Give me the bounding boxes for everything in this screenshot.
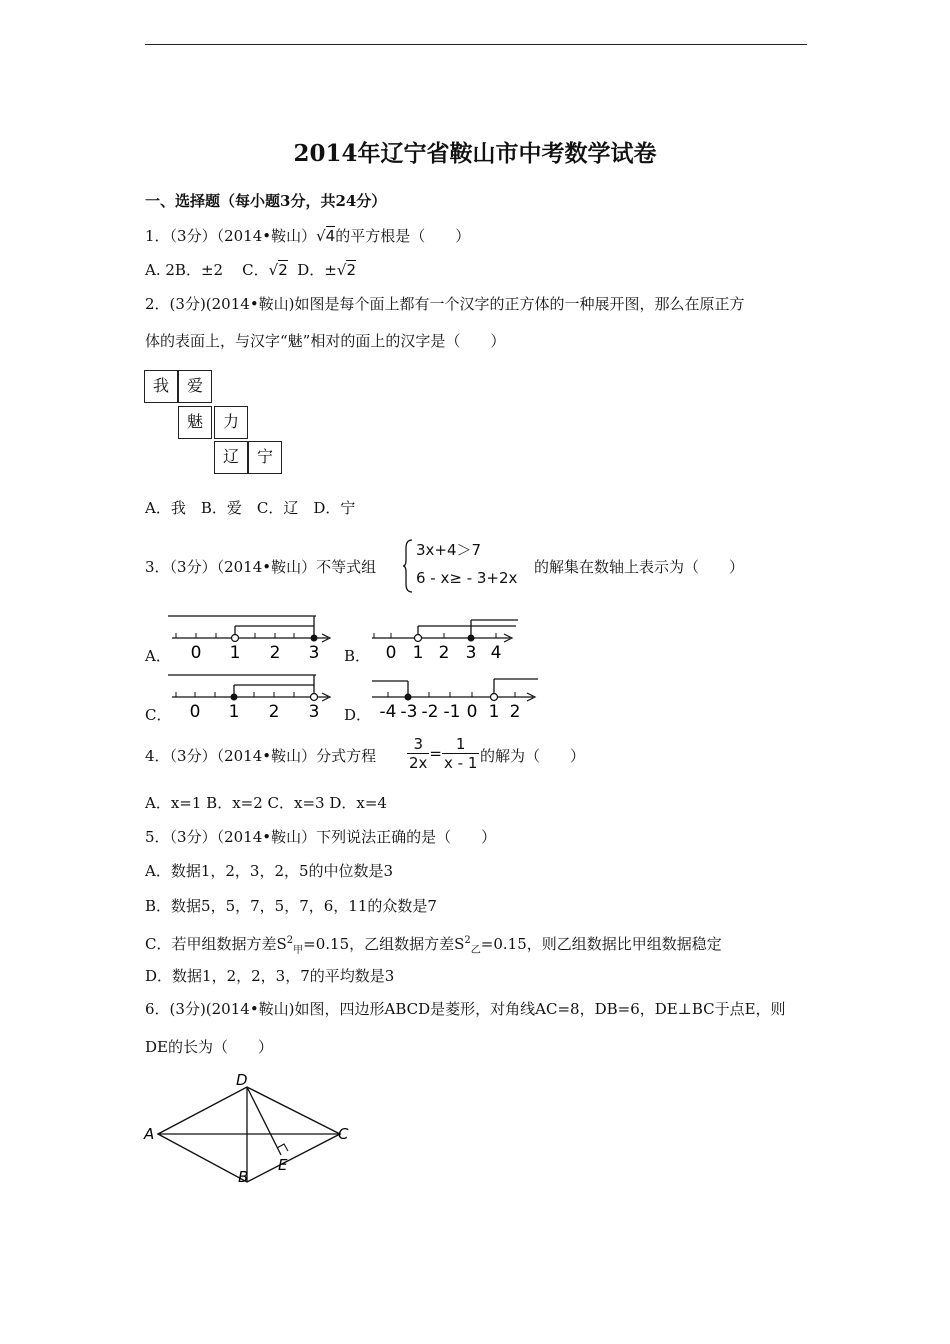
q3-label-b: B． bbox=[344, 647, 371, 665]
q5-option-d: D．数据1，2，2，3，7的平均数是3 bbox=[145, 967, 395, 985]
q5-option-a: A．数据1，2，3，2，5的中位数是3 bbox=[145, 862, 394, 880]
numberline-a bbox=[168, 608, 338, 662]
q3-inequality-1: 3x+4＞7 bbox=[416, 541, 482, 559]
numberline-c-tick-2: 2 bbox=[268, 702, 280, 721]
net-cell-ning: 宁 bbox=[248, 441, 282, 474]
q4-fraction-2-numerator: 1 bbox=[442, 735, 479, 754]
q5-option-c bbox=[145, 931, 722, 961]
numberline-d-tick-m2: -2 bbox=[421, 702, 439, 721]
segment-de bbox=[247, 1087, 281, 1155]
vertex-a: A bbox=[144, 1125, 155, 1143]
q5-option-c-sup1: 2 bbox=[286, 935, 294, 946]
q4-stem-prefix: 4．（3分）（2014•鞍山）分式方程 bbox=[145, 747, 377, 765]
q1-stem-suffix: 的平方根是（ ） bbox=[335, 227, 471, 245]
q5-option-c-sup2: 2 bbox=[464, 935, 471, 946]
q1-option-a: A. 2 bbox=[145, 261, 175, 279]
numberline-c-tick-3: 3 bbox=[308, 702, 320, 721]
q4-fraction-1-numerator: 3 bbox=[407, 735, 429, 754]
header-rule bbox=[145, 44, 807, 45]
numberline-a-tick-2: 2 bbox=[269, 643, 281, 662]
q3-label-c: C． bbox=[145, 706, 172, 724]
q1-option-d: D．± bbox=[297, 261, 337, 279]
q4-equation bbox=[407, 735, 479, 772]
numberline-b-tick-0: 0 bbox=[385, 643, 397, 662]
q3-inequality-2: 6 - x≥ - 3+2x bbox=[416, 569, 518, 587]
net-cell-wo: 我 bbox=[144, 370, 178, 403]
q4-fraction-2-denominator: x - 1 bbox=[444, 754, 478, 772]
vertex-b: B bbox=[238, 1168, 249, 1186]
rhombus-figure bbox=[140, 1072, 360, 1187]
q1-options bbox=[145, 260, 356, 280]
net-cell-li: 力 bbox=[214, 406, 248, 439]
q3-stem-prefix: 3．（3分）（2014•鞍山）不等式组 bbox=[145, 558, 377, 576]
net-cell-mei: 魅 bbox=[178, 406, 212, 439]
q4-options: A．x=1 B．x=2 C．x=3 D．x=4 bbox=[145, 794, 387, 812]
numberline-b bbox=[368, 608, 523, 662]
numberline-d-tick-2: 2 bbox=[509, 702, 521, 721]
q1-option-c: C． bbox=[242, 261, 269, 279]
numberline-d-closed-point bbox=[405, 694, 412, 701]
q1-radicand: 4 bbox=[325, 227, 336, 245]
numberline-d-tick-m1: -1 bbox=[443, 702, 461, 721]
q2-stem-line2: 体的表面上，与汉字“魅”相对的面上的汉字是（ ） bbox=[145, 332, 506, 350]
q4-fraction-2 bbox=[442, 735, 479, 772]
q1-stem-prefix: 1．（3分）（2014•鞍山） bbox=[145, 227, 317, 245]
numberline-a-open-point bbox=[232, 635, 239, 642]
q4-fraction-1 bbox=[407, 735, 429, 772]
q5-stem: 5．（3分）（2014•鞍山）下列说法正确的是（ ） bbox=[145, 828, 497, 846]
q2-stem-line1: 2．(3分)(2014•鞍山)如图是每个面上都有一个汉字的正方体的一种展开图，那么在原正方 bbox=[145, 295, 745, 313]
numberline-d-tick-0: 0 bbox=[466, 702, 478, 721]
q1-sqrt: √4 bbox=[316, 227, 336, 245]
numberline-b-closed-point bbox=[468, 635, 475, 642]
numberline-c-open-point bbox=[311, 694, 318, 701]
numberline-b-tick-2: 2 bbox=[438, 643, 450, 662]
point-e: E bbox=[278, 1156, 288, 1174]
q5-option-c-part2: =0.15，乙组数据方差S bbox=[303, 935, 465, 953]
numberline-c-closed-point bbox=[231, 694, 238, 701]
numberline-b-tick-4: 4 bbox=[490, 643, 502, 662]
numberline-c bbox=[168, 667, 338, 721]
q5-option-c-part3: =0.15，则乙组数据比甲组数据稳定 bbox=[480, 935, 722, 953]
numberline-d bbox=[368, 667, 543, 721]
q6-stem-line1: 6．(3分)(2014•鞍山)如图，四边形ABCD是菱形，对角线AC=8，DB=6，DE⊥BC于点E，则 bbox=[145, 1000, 786, 1018]
q1-stem bbox=[145, 226, 470, 246]
q4-fraction-1-denominator: 2x bbox=[409, 754, 428, 772]
q3-stem-suffix: 的解集在数轴上表示为（ ） bbox=[534, 558, 745, 576]
numberline-a-closed-point bbox=[311, 635, 318, 642]
vertex-d: D bbox=[236, 1072, 248, 1089]
q4-equals: = bbox=[429, 744, 442, 763]
numberline-d-open-point bbox=[491, 694, 498, 701]
net-cell-liao: 辽 bbox=[214, 441, 248, 474]
numberline-c-tick-0: 0 bbox=[189, 702, 201, 721]
numberline-d-tick-m3: -3 bbox=[400, 702, 418, 721]
exam-title: 2014年辽宁省鞍山市中考数学试卷 bbox=[293, 140, 657, 167]
numberline-b-ticks bbox=[374, 633, 496, 638]
q6-stem-line2: DE的长为（ ） bbox=[145, 1038, 273, 1056]
numberline-b-open-point bbox=[415, 635, 422, 642]
numberline-d-tick-1: 1 bbox=[488, 702, 500, 721]
q5-option-c-part1: C．若甲组数据方差S bbox=[145, 935, 287, 953]
numberline-b-tick-3: 3 bbox=[465, 643, 477, 662]
numberline-a-tick-0: 0 bbox=[190, 643, 202, 662]
q1-option-d-sqrt: √2 bbox=[336, 261, 356, 279]
q1-option-d-radicand: 2 bbox=[346, 261, 356, 279]
q3-label-a: A． bbox=[145, 647, 171, 665]
numberline-d-tick-m4: -4 bbox=[379, 702, 397, 721]
net-cell-ai: 爱 bbox=[178, 370, 212, 403]
numberline-a-tick-3: 3 bbox=[308, 643, 320, 662]
q3-brace bbox=[402, 538, 414, 594]
q1-option-c-radicand: 2 bbox=[278, 261, 288, 279]
q5-option-b: B．数据5，5，7，5，7，6，11的众数是7 bbox=[145, 897, 437, 915]
vertex-c: C bbox=[338, 1125, 349, 1143]
section-heading: 一、选择题（每小题3分，共24分） bbox=[145, 192, 387, 210]
q1-option-c-sqrt: √2 bbox=[268, 261, 288, 279]
q3-label-d: D． bbox=[344, 706, 372, 724]
numberline-a-tick-1: 1 bbox=[229, 643, 241, 662]
q5-option-c-sub2: 乙 bbox=[470, 945, 481, 956]
numberline-b-tick-1: 1 bbox=[412, 643, 424, 662]
numberline-c-tick-1: 1 bbox=[228, 702, 240, 721]
q4-stem-suffix: 的解为（ ） bbox=[480, 747, 586, 765]
q1-option-b: B．±2 bbox=[174, 261, 224, 279]
q2-options: A．我 B．爱 C．辽 D．宁 bbox=[145, 499, 356, 517]
q5-option-c-sub1: 甲 bbox=[293, 945, 304, 956]
